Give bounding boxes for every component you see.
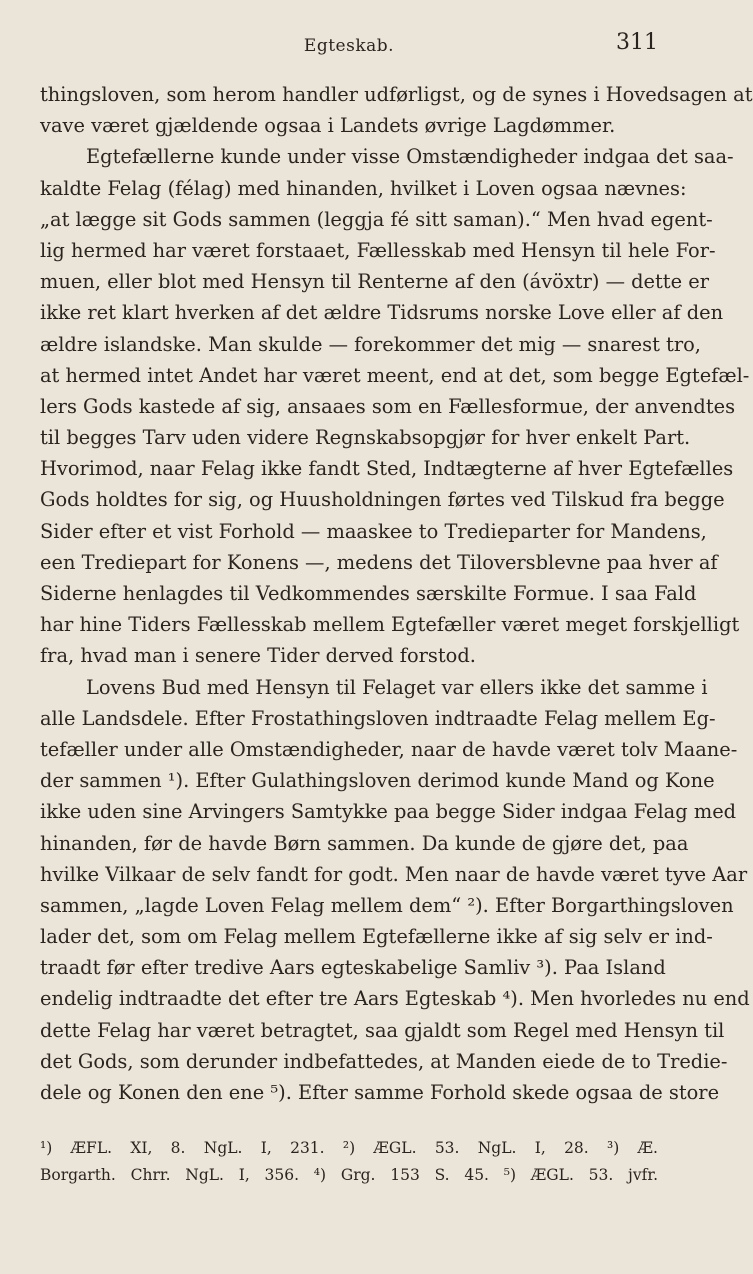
text-line: at hermed intet Andet har været meent, end at det, som begge Egtefæl-: [40, 363, 750, 387]
text-line: „at lægge sit Gods sammen (leggja fé sitt saman).“ Men hvad egent-: [40, 207, 713, 231]
text-line: Lovens Bud med Hensyn til Felaget var ellers ikke det samme i: [86, 675, 708, 699]
footnote-line: ¹) ÆFL. XI, 8. NgL. I, 231. ²) ÆGL. 53. NgL. I, 28. ³) Æ.: [40, 1139, 658, 1157]
text-line: tefæller under alle Omstændigheder, naar de havde været tolv Maane-: [40, 737, 738, 761]
page-number: 311: [616, 30, 658, 55]
footnotes: [40, 1135, 658, 1189]
text-line: har hine Tiders Fællesskab mellem Egtefæller været meget forskjelligt: [40, 613, 740, 637]
text-line: dette Felag har været betragtet, saa gjaldt som Regel med Hensyn til: [40, 1018, 725, 1042]
text-line: muen, eller blot med Hensyn til Renterne af den (ávöxtr) — dette er: [40, 270, 709, 294]
text-line: alle Landsdele. Efter Frostathingsloven indtraadte Felag mellem Eg-: [40, 706, 716, 730]
text-line: sammen, „lagde Loven Felag mellem dem“ ²). Efter Borgarthingsloven: [40, 893, 734, 917]
text-line: een Trediepart for Konens —, medens det Tiloversblevne paa hver af: [40, 550, 718, 574]
text-line: traadt før efter tredive Aars egteskabelige Samliv ³). Paa Island: [40, 956, 666, 980]
text-line: Gods holdtes for sig, og Huusholdningen førtes ved Tilskud fra begge: [40, 488, 725, 512]
text-line: hvilke Vilkaar de selv fandt for godt. Men naar de havde været tyve Aar: [40, 862, 748, 886]
text-line: Egtefællerne kunde under visse Omstændigheder indgaa det saa-: [86, 145, 734, 169]
footnote-line: Borgarth. Chrr. NgL. I, 356. ⁴) Grg. 153 S. 45. ⁵) ÆGL. 53. jvfr.: [40, 1166, 658, 1184]
text-line: lig hermed har været forstaaet, Fællesskab med Hensyn til hele For-: [40, 238, 716, 262]
text-line: vave været gjældende ogsaa i Landets øvrige Lagdømmer.: [40, 114, 616, 138]
text-line: ikke uden sine Arvingers Samtykke paa begge Sider indgaa Felag med: [40, 800, 737, 824]
body-text: [40, 79, 753, 1108]
text-line: det Gods, som derunder indbefattedes, at Manden eiede de to Tredie-: [40, 1049, 728, 1073]
text-line: thingsloven, som herom handler udførligst, og de synes i Hovedsagen at: [40, 83, 753, 106]
text-line: Sider efter et vist Forhold — maaskee to Tredieparter for Mandens,: [40, 519, 707, 543]
running-header: [40, 30, 658, 60]
text-line: lader det, som om Felag mellem Egtefællerne ikke af sig selv er ind-: [40, 925, 713, 949]
text-line: kaldte Felag (félag) med hinanden, hvilket i Loven ogsaa nævnes:: [40, 176, 687, 200]
text-line: til begges Tarv uden videre Regnskabsopgjør for hver enkelt Part.: [40, 426, 691, 450]
text-line: fra, hvad man i senere Tider derved forstod.: [40, 644, 476, 668]
text-line: Siderne henlagdes til Vedkommendes særskilte Formue. I saa Fald: [40, 582, 697, 605]
text-line: Hvorimod, naar Felag ikke fandt Sted, Indtægterne af hver Egtefælles: [40, 457, 734, 481]
text-line: hinanden, før de havde Børn sammen. Da kunde de gjøre det, paa: [40, 831, 689, 855]
text-line: endelig indtraadte det efter tre Aars Egteskab ⁴). Men hvorledes nu end: [40, 987, 750, 1011]
text-line: der sammen ¹). Efter Gulathingsloven derimod kunde Mand og Kone: [40, 769, 715, 793]
text-line: lers Gods kastede af sig, ansaaes som en Fællesformue, der anvendtes: [40, 394, 736, 418]
text-line: ældre islandske. Man skulde — forekommer det mig — snarest tro,: [40, 332, 701, 356]
running-title: Egteskab.: [303, 36, 395, 56]
text-line: ikke ret klart hverken af det ældre Tidsrums norske Love eller af den: [40, 301, 724, 325]
text-line: dele og Konen den ene ⁵). Efter samme Forhold skede ogsaa de store: [40, 1081, 720, 1104]
